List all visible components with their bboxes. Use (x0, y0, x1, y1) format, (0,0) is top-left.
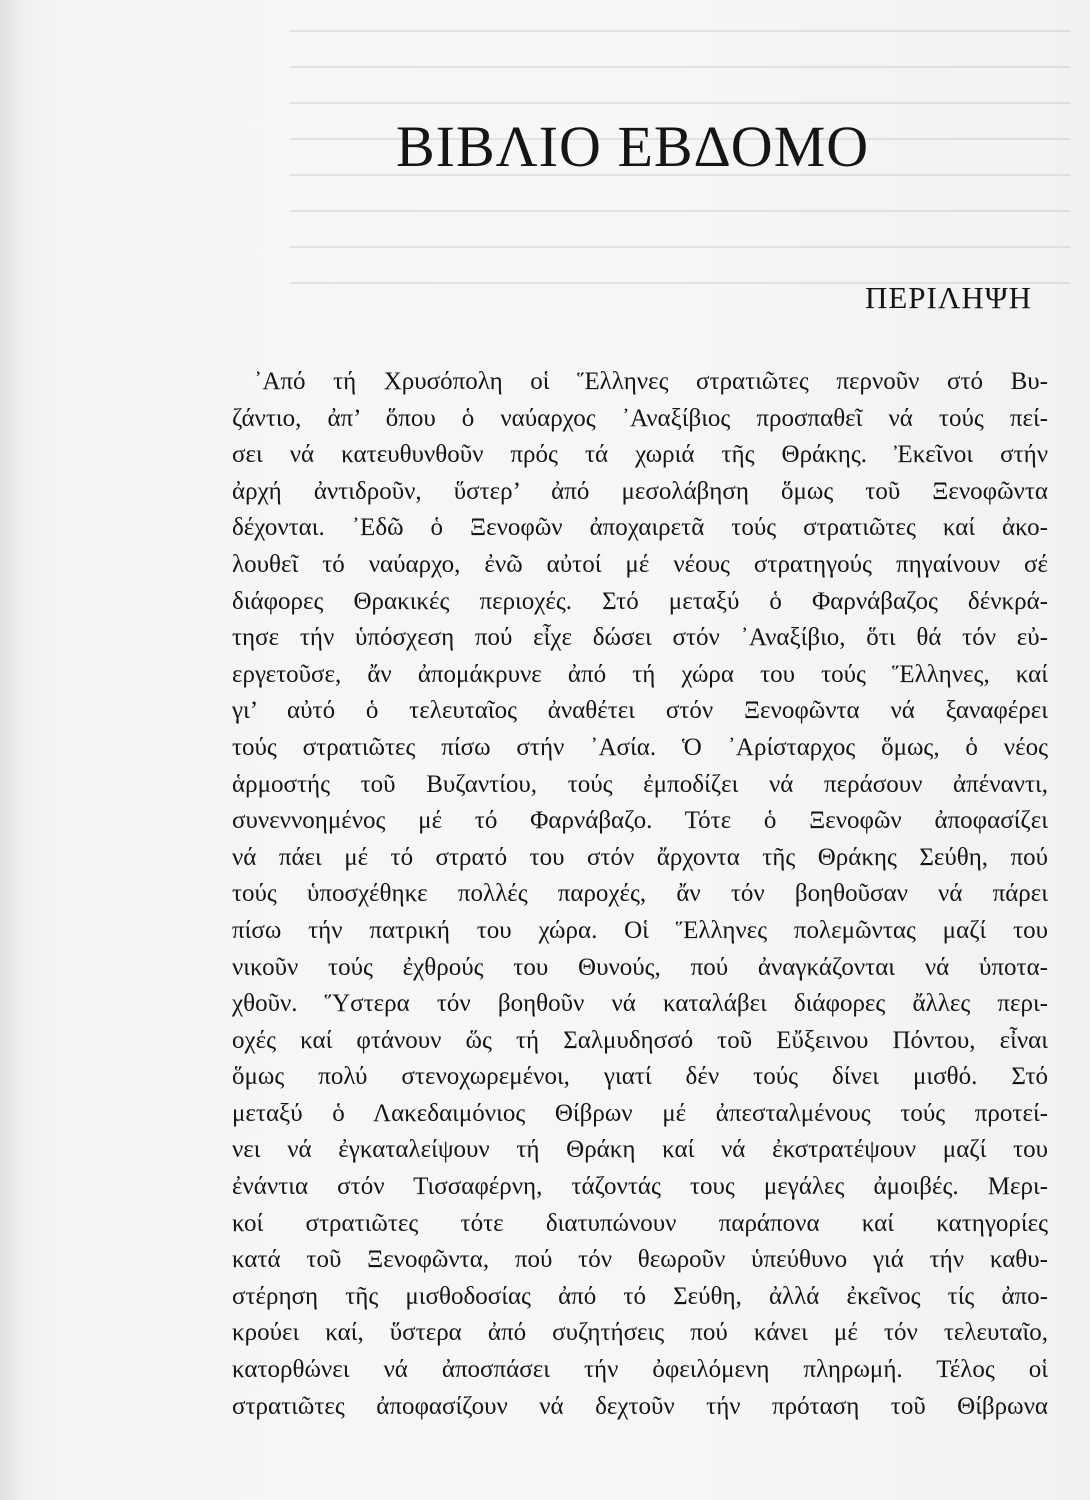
text-line: νικοῦν τούς ἐχθρούς του Θυνούς, πού ἀναγκάζονται νά ὑποτα- (232, 953, 1048, 981)
text-line: στέρηση τῆς μισθοδοσίας ἀπό τό Σεύθη, ἀλλά ἐκεῖνος τίς ἀπο- (232, 1282, 1048, 1310)
text-line: τούς στρατιῶτες πίσω στήν ᾿Ασία. Ὁ ᾿Αρίσταρχος ὅμως, ὁ νέος (232, 733, 1048, 761)
text-line: εργετοῦσε, ἄν ἀπομάκρυνε ἀπό τή χώρα του τούς Ἕλληνες, καί (232, 660, 1048, 688)
text-line: πίσω τήν πατρική του χώρα. Οἱ Ἕλληνες πολεμῶντας μαζί του (232, 916, 1048, 944)
text-line: διάφορες Θρακικές περιοχές. Στό μεταξύ ὁ Φαρνάβαζος δένκρά- (232, 587, 1048, 615)
text-line: δέχονται. ᾿Εδῶ ὁ Ξενοφῶν ἀποχαιρετᾶ τούς στρατιῶτες καί ἀκο- (232, 514, 1048, 542)
text-line: κατορθώνει νά ἀποσπάσει τήν ὀφειλόμενη πληρωμή. Τέλος οἱ (232, 1356, 1048, 1384)
text-line: κρούει καί, ὕστερα ἀπό συζητήσεις πού κάνει μέ τόν τελευταῖο, (232, 1319, 1048, 1347)
text-line: ἐνάντια στόν Τισσαφέρνη, τάζοντάς τους μεγάλες ἀμοιβές. Μερι- (232, 1173, 1048, 1201)
text-line: μεταξύ ὁ Λακεδαιμόνιος Θίβρων μέ ἀπεσταλμένους τούς προτεί- (232, 1099, 1048, 1127)
text-line: ζάντιο, ἀπ’ ὅπου ὁ ναύαρχος ᾿Αναξίβιος προσπαθεῖ νά τούς πεί- (232, 404, 1048, 432)
text-line: σει νά κατευθυνθοῦν πρός τά χωριά τῆς Θράκης. Ἐκεῖνοι στήν (232, 441, 1048, 469)
show-through-texture (290, 30, 1070, 410)
text-line: νει νά ἐγκαταλείψουν τή Θράκη καί νά ἐκστρατέψουν μαζί του (232, 1136, 1048, 1164)
text-line: λουθεῖ τό ναύαρχο, ἐνῶ αὐτοί μέ νέους στρατηγούς πηγαίνουν σέ (232, 550, 1048, 578)
summary-paragraph (232, 364, 1048, 1425)
text-line: συνεννοημένος μέ τό Φαρνάβαζο. Τότε ὁ Ξενοφῶν ἀποφασίζει (232, 807, 1048, 835)
text-line: ἀρχή ἀντιδροῦν, ὕστερ’ ἀπό μεσολάβηση ὅμως τοῦ Ξενοφῶντα (232, 477, 1048, 505)
text-line: νά πάει μέ τό στρατό του στόν ἄρχοντα τῆς Θράκης Σεύθη, πού (232, 843, 1048, 871)
text-line: τησε τήν ὑπόσχεση πού εἶχε δώσει στόν ᾿Αναξίβιο, ὅτι θά τόν εὐ- (232, 624, 1048, 652)
page-shadow (0, 0, 24, 1500)
book-title: ΒΙΒΛΙΟ ΕΒΔΟΜΟ (396, 114, 870, 179)
text-line: χθοῦν. Ὕστερα τόν βοηθοῦν νά καταλάβει διάφορες ἄλλες περι- (232, 990, 1048, 1018)
text-line: οχές καί φτάνουν ὥς τή Σαλμυδησσό τοῦ Εὔξεινου Πόντου, εἶναι (232, 1026, 1048, 1054)
text-line: ὅμως πολύ στενοχωρεμένοι, γιατί δέν τούς δίνει μισθό. Στό (232, 1063, 1048, 1091)
text-line: στρατιῶτες ἀποφασίζουν νά δεχτοῦν τήν πρόταση τοῦ Θίβρωνα (232, 1392, 1048, 1420)
text-line: ᾿Από τή Χρυσόπολη οἱ Ἕλληνες στρατιῶτες περνοῦν στό Βυ- (254, 368, 1048, 395)
text-line: κοί στρατιῶτες τότε διατυπώνουν παράπονα καί κατηγορίες (232, 1209, 1048, 1237)
text-line: ἁρμοστής τοῦ Βυζαντίου, τούς ἐμποδίζει νά περάσουν ἀπέναντι, (232, 770, 1048, 798)
section-title: ΠΕΡΙΛΗΨΗ (864, 280, 1032, 315)
text-line: γι’ αὐτό ὁ τελευταῖος ἀναθέτει στόν Ξενοφῶντα νά ξαναφέρει (232, 697, 1048, 725)
text-line: κατά τοῦ Ξενοφῶντα, πού τόν θεωροῦν ὑπεύθυνο γιά τήν καθυ- (232, 1246, 1048, 1274)
text-line: τούς ὑποσχέθηκε πολλές παροχές, ἄν τόν βοηθοῦσαν νά πάρει (232, 880, 1048, 908)
